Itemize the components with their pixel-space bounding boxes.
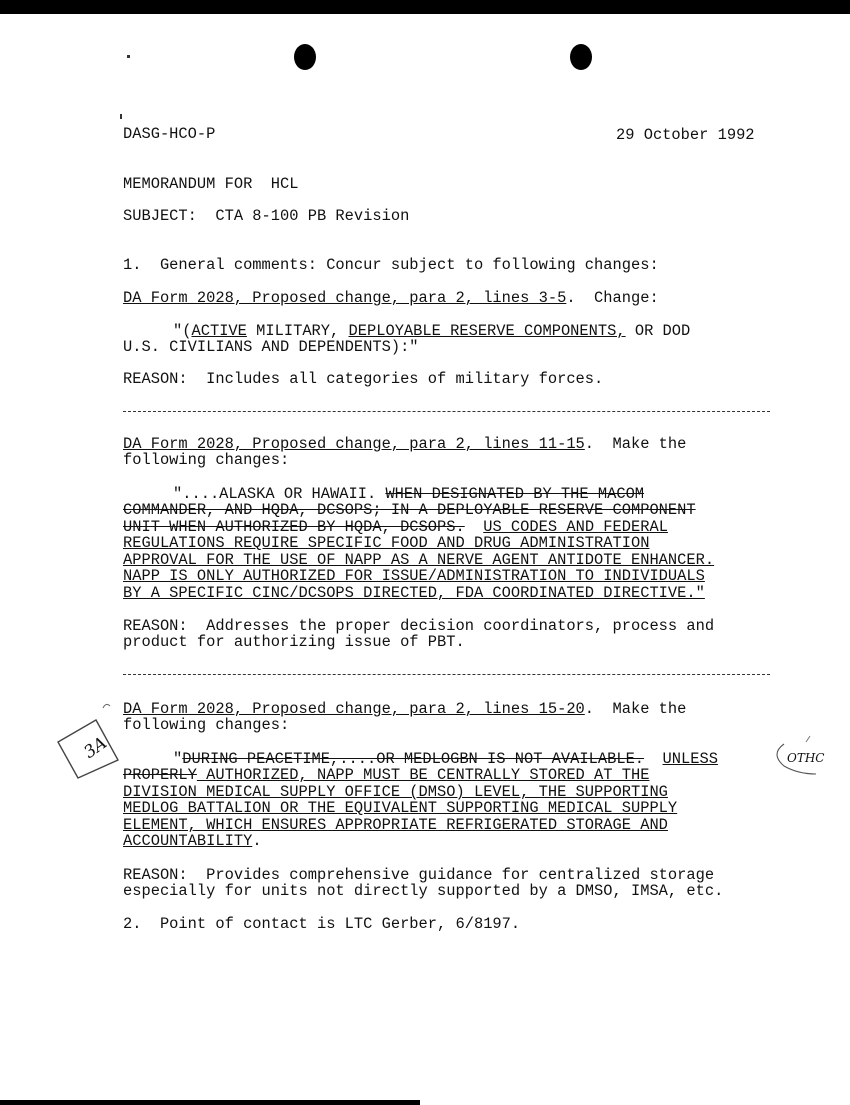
inserted-text: AUTHORIZED, NAPP MUST BE CENTRALLY STORED AT THE <box>196 766 650 784</box>
change-3-ref-text: DA Form 2028, Proposed change, para 2, lines 15-20 <box>123 700 585 718</box>
scan-top-border <box>0 0 850 14</box>
inserted-text: UNLESS <box>662 750 718 768</box>
memo-for: MEMORANDUM FOR HCL <box>123 175 299 193</box>
change-3-quote-line-2 <box>123 767 649 784</box>
change-2-reason-line-2: product for authorizing issue of PBT. <box>123 633 465 651</box>
change-3-reason-line-2: especially for units not directly supported by a DMSO, IMSA, etc. <box>123 882 724 900</box>
deleted-text: COMMANDER, AND HQDA, DCSOPS; IN A DEPLOYABLE RESERVE COMPONENT <box>123 501 696 519</box>
section-divider <box>123 411 770 412</box>
change-2-quote-line-4: REGULATIONS REQUIRE SPECIFIC FOOD AND DRUG ADMINISTRATION <box>123 534 650 552</box>
scan-bottom-border <box>0 1100 420 1105</box>
punch-hole-left <box>294 44 316 70</box>
quote-text: . <box>252 832 262 850</box>
insert-note-text: OTHC <box>787 751 825 765</box>
change-1-reference <box>123 290 659 307</box>
inserted-text: US CODES AND FEDERAL <box>483 518 668 536</box>
inserted-text: ACCOUNTABILITY <box>123 832 253 850</box>
paragraph-1-intro: 1. General comments: Concur subject to following changes: <box>123 256 659 274</box>
change-3-continuation: following changes: <box>123 716 290 734</box>
quote-open: "( <box>173 322 192 340</box>
quote-text: OR DOD <box>625 322 691 340</box>
change-2-quote-line-6: NAPP IS ONLY AUTHORIZED FOR ISSUE/ADMINISTRATION TO INDIVIDUALS <box>123 567 705 585</box>
section-divider <box>123 674 770 675</box>
change-3-action: . Make the <box>584 700 687 718</box>
change-1-quote-line-2: U.S. CIVILIANS AND DEPENDENTS):" <box>123 338 419 356</box>
change-2-quote-line-2 <box>123 502 696 519</box>
change-3-quote-line-4: MEDLOG BATTALION OR THE EQUIVALENT SUPPORTING MEDICAL SUPPLY <box>123 799 678 817</box>
change-3-reason-line-1: REASON: Provides comprehensive guidance for centralized storage <box>123 866 715 884</box>
inserted-text: DEPLOYABLE RESERVE COMPONENTS, <box>348 322 626 340</box>
change-1-reason: REASON: Includes all categories of military forces. <box>123 370 604 388</box>
change-2-continuation: following changes: <box>123 451 290 469</box>
change-2-action: . Make the <box>584 435 687 453</box>
deleted-text: WHEN DESIGNATED BY THE MACOM <box>385 485 645 503</box>
change-3-quote-line-6 <box>123 833 262 850</box>
change-2-ref-text: DA Form 2028, Proposed change, para 2, lines 11-15 <box>123 435 585 453</box>
change-2-reason-line-1: REASON: Addresses the proper decision coordinators, process and <box>123 617 715 635</box>
change-2-quote-line-7: BY A SPECIFIC CINC/DCSOPS DIRECTED, FDA COORDINATED DIRECTIVE." <box>123 584 705 602</box>
scan-speck <box>127 55 130 58</box>
change-1-action: . Change: <box>566 289 659 307</box>
deleted-text: PROPERLY <box>123 766 197 784</box>
deleted-text: DURING PEACETIME,....OR MEDLOGBN IS NOT AVAILABLE. <box>182 750 645 768</box>
change-3-quote-line-3: DIVISION MEDICAL SUPPLY OFFICE (DMSO) LEVEL, THE SUPPORTING <box>123 783 668 801</box>
change-1-ref-text: DA Form 2028, Proposed change, para 2, lines 3-5 <box>123 289 567 307</box>
memo-date: 29 October 1992 <box>616 126 755 144</box>
memo-subject: SUBJECT: CTA 8-100 PB Revision <box>123 207 410 225</box>
punch-hole-right <box>570 44 592 70</box>
scan-speck <box>120 114 122 119</box>
change-2-quote-line-5: APPROVAL FOR THE USE OF NAPP AS A NERVE AGENT ANTIDOTE ENHANCER. <box>123 551 715 569</box>
quote-text: MILITARY, <box>246 322 349 340</box>
quote-text: "....ALASKA OR HAWAII. <box>173 485 386 503</box>
office-symbol: DASG-HCO-P <box>123 125 216 143</box>
deleted-text: UNIT WHEN AUTHORIZED BY HQDA, DCSOPS. <box>123 518 465 536</box>
inserted-text: ACTIVE <box>191 322 247 340</box>
change-3-quote-line-5: ELEMENT, WHICH ENSURES APPROPRIATE REFRIGERATED STORAGE AND <box>123 816 668 834</box>
margin-mark-text: 3A <box>80 733 111 763</box>
paragraph-2-poc: 2. Point of contact is LTC Gerber, 6/8197. <box>123 915 521 933</box>
quote-open: " <box>173 750 183 768</box>
